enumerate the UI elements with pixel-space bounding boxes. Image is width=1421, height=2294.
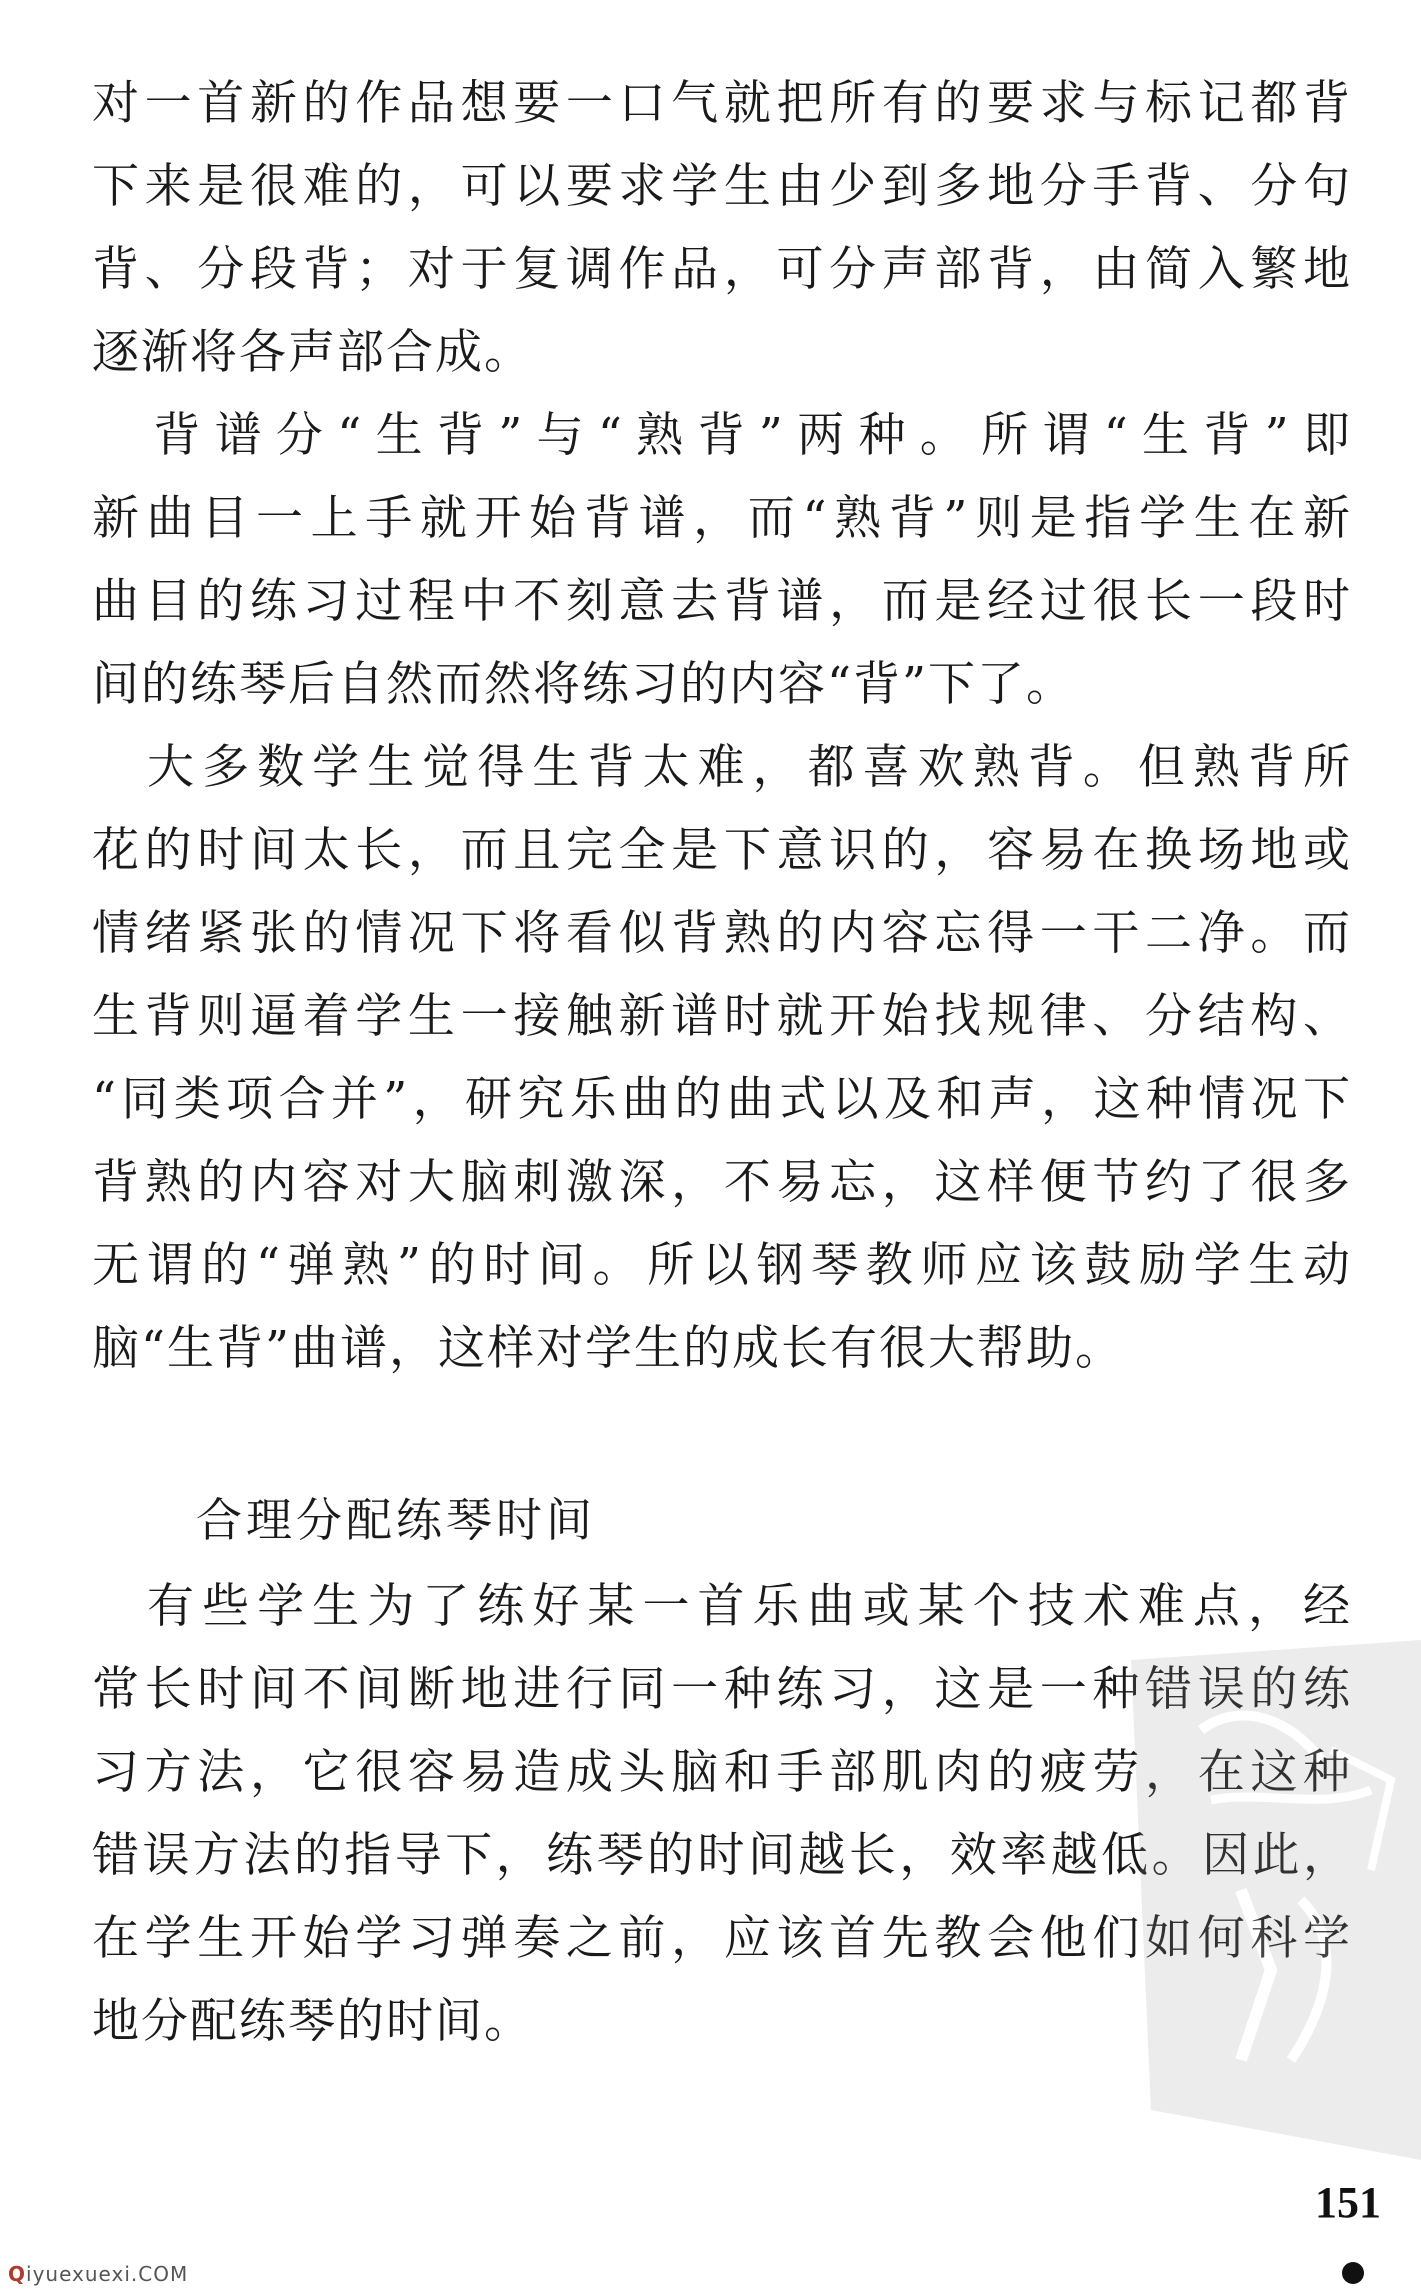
body-text-upper [92, 62, 1352, 1390]
corner-dot [1342, 2262, 1364, 2284]
section-heading: 合理分配练琴时间 [196, 1493, 596, 1547]
text-line: 逐渐将各声部合成。 [92, 325, 533, 380]
site-watermark-text [8, 2262, 188, 2286]
text-line: 下来是很难的，可以要求学生由少到多地分手背、分句 [92, 159, 1352, 214]
site-mark-rest: iyuexuexi.COM [26, 2262, 189, 2286]
text-line: 生背则逼着学生一接触新谱时就开始找规律、分结构、 [92, 989, 1352, 1044]
page-number: 151 [1315, 2178, 1381, 2227]
text-line: 有些学生为了练好某一首乐曲或某个技术难点，经 [92, 1579, 1352, 1634]
paragraph-1 [92, 62, 1352, 394]
text-line: 地分配练琴的时间。 [92, 1994, 533, 2049]
paragraph-2 [92, 394, 1352, 726]
paragraph-3 [92, 726, 1352, 1390]
text-line: 间的练琴后自然而然将练习的内容“背”下了。 [92, 657, 1076, 712]
site-mark-initial: Q [8, 2262, 27, 2286]
text-line: 常长时间不间断地进行同一种练习，这是一种错误的练 [92, 1662, 1352, 1717]
text-line: 背熟的内容对大脑刺激深，不易忘，这样便节约了很多 [92, 1155, 1352, 1210]
text-line: 新曲目一上手就开始背谱，而“熟背”则是指学生在新 [92, 491, 1352, 546]
text-line: “同类项合并”，研究乐曲的曲式以及和声，这种情况下 [92, 1072, 1352, 1127]
text-line: 对一首新的作品想要一口气就把所有的要求与标记都背 [92, 76, 1352, 131]
text-line: 错误方法的指导下，练琴的时间越长，效率越低。因此， [92, 1828, 1352, 1883]
text-line: 无谓的“弹熟”的时间。所以钢琴教师应该鼓励学生动 [92, 1238, 1352, 1293]
text-line: 曲目的练习过程中不刻意去背谱，而是经过很长一段时 [92, 574, 1352, 629]
text-line: 花的时间太长，而且完全是下意识的，容易在换场地或 [92, 823, 1352, 878]
text-line: 大多数学生觉得生背太难，都喜欢熟背。但熟背所 [92, 740, 1352, 795]
text-line: 背、分段背；对于复调作品，可分声部背，由简入繁地 [92, 242, 1352, 297]
text-line: 在学生开始学习弹奏之前，应该首先教会他们如何科学 [92, 1911, 1352, 1966]
text-line: 脑“生背”曲谱，这样对学生的成长有很大帮助。 [92, 1321, 1125, 1376]
text-line: 情绪紧张的情况下将看似背熟的内容忘得一干二净。而 [92, 906, 1352, 961]
text-line: 习方法，它很容易造成头脑和手部肌肉的疲劳，在这种 [92, 1745, 1352, 1800]
stamp-watermark [1091, 1640, 1421, 2160]
text-line: 背谱分“生背”与“熟背”两种。所谓“生背”即 [92, 408, 1352, 463]
